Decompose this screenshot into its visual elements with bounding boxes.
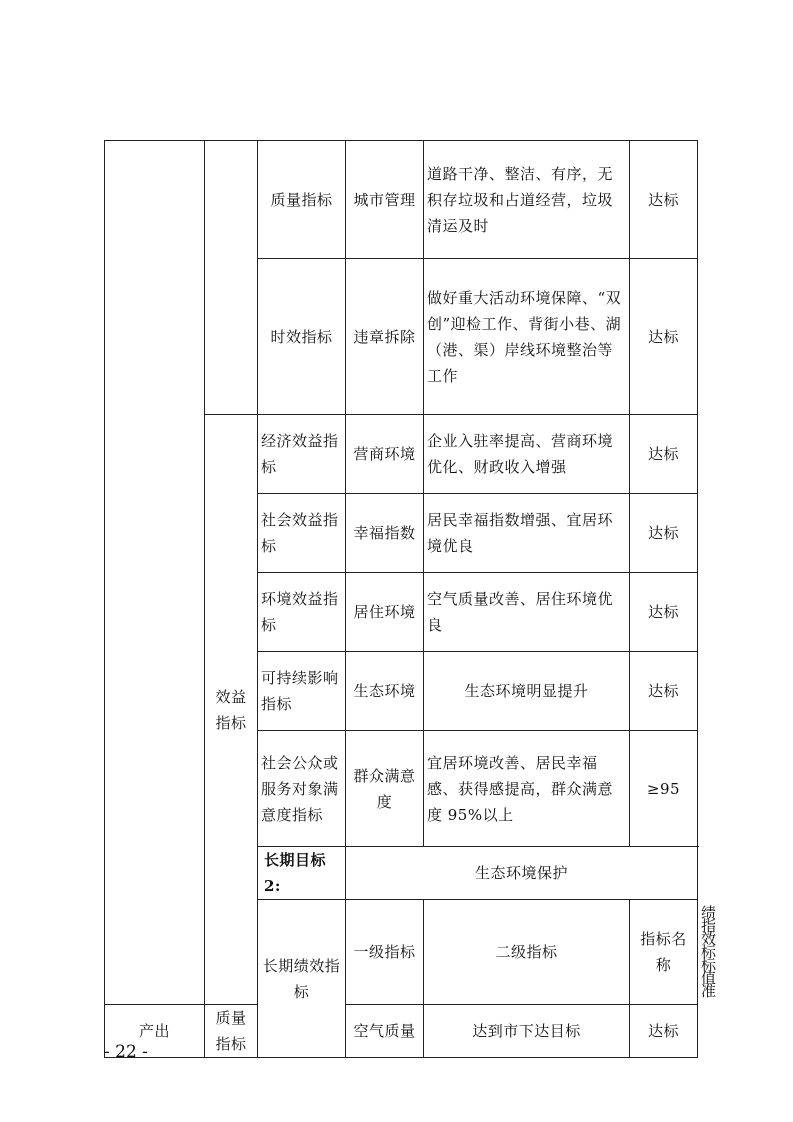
indicator-value-cell: 宜居环境改善、居民幸福感、获得感提高，群众满意度 95%以上 <box>424 731 630 847</box>
indicator-value-cell: 达到市下达目标 <box>424 1005 630 1058</box>
indicator-value-cell: 做好重大活动环境保障、“双创”迎检工作、背街小巷、湖（港、渠）岸线环境整治等工作 <box>424 259 630 415</box>
standard-cell: 达标 <box>630 141 698 259</box>
level1-benefit-cell: 效益指标 <box>205 415 258 1005</box>
standard-cell: 达标 <box>630 573 698 652</box>
level2-cell: 社会公众或服务对象满意度指标 <box>258 731 346 847</box>
table-row <box>105 1005 698 1058</box>
level2-cell: 时效指标 <box>258 259 346 415</box>
level2-cell: 质量指标 <box>205 1005 258 1058</box>
indicator-name-cell: 空气质量 <box>346 1005 424 1058</box>
header-long-term-indicator: 长期绩效指标 <box>258 900 346 1058</box>
indicator-name-cell: 生态环境 <box>346 652 424 731</box>
indicator-name-cell: 幸福指数 <box>346 494 424 573</box>
header-indicator-name: 指标名称 <box>630 900 698 1005</box>
header-level1: 一级指标 <box>346 900 424 1005</box>
standard-cell: 达标 <box>630 494 698 573</box>
page-number: - 22 - <box>104 1042 148 1062</box>
level1-cell: 产出 <box>105 1005 205 1058</box>
header-level2: 二级指标 <box>424 900 630 1005</box>
indicator-value-cell: 道路干净、整洁、有序，无积存垃圾和占道经营，垃圾清运及时 <box>424 141 630 259</box>
level1-cell <box>205 141 258 415</box>
standard-cell: 达标 <box>630 259 698 415</box>
level2-cell: 可持续影响指标 <box>258 652 346 731</box>
long-term-indicator-cell <box>105 141 205 1005</box>
indicator-name-cell: 居住环境 <box>346 573 424 652</box>
indicator-name-cell: 违章拆除 <box>346 259 424 415</box>
standard-cell: 达标 <box>630 415 698 494</box>
indicator-value-cell: 企业入驻率提高、营商环境优化、财政收入增强 <box>424 415 630 494</box>
indicator-value-cell: 居民幸福指数增强、宜居环境优良 <box>424 494 630 573</box>
standard-cell: 达标 <box>630 652 698 731</box>
goal2-text: 生态环境保护 <box>346 847 698 900</box>
level2-cell: 质量指标 <box>258 141 346 259</box>
indicator-name-cell: 营商环境 <box>346 415 424 494</box>
level2-cell: 经济效益指标 <box>258 415 346 494</box>
table-row <box>105 141 698 259</box>
indicator-name-cell: 城市管理 <box>346 141 424 259</box>
standard-cell: 达标 <box>630 1005 698 1058</box>
standard-cell: ≥95 <box>630 731 698 847</box>
indicator-value-cell: 空气质量改善、居住环境优良 <box>424 573 630 652</box>
goal2-label: 长期目标 2: <box>258 847 346 900</box>
level2-cell: 环境效益指标 <box>258 573 346 652</box>
table-header-row: 长期绩效指标 一级指标 二级指标 指标名称 指标值 绩效标准 <box>105 900 698 1005</box>
level2-cell: 社会效益指标 <box>258 494 346 573</box>
indicator-name-cell: 群众满意度 <box>346 731 424 847</box>
performance-indicator-table <box>104 140 717 1058</box>
indicator-value-cell: 生态环境明显提升 <box>424 652 630 731</box>
